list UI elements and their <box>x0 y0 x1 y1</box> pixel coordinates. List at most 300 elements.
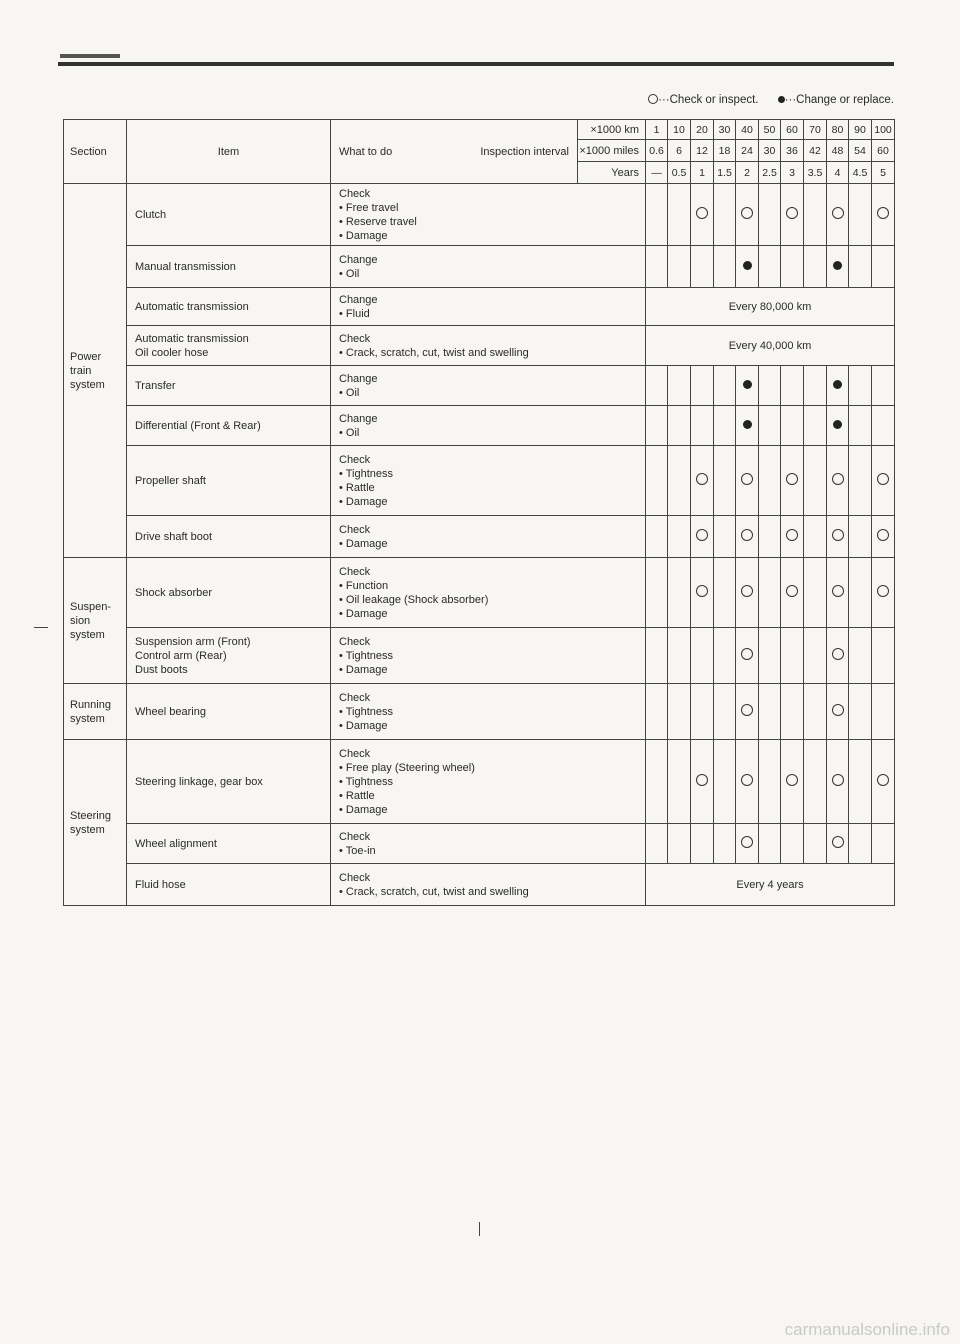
item-cell <box>127 740 331 824</box>
interval-cell <box>759 406 781 446</box>
interval-cell <box>781 824 804 864</box>
interval-km-cell: 40 <box>736 120 759 140</box>
interval-cell <box>781 516 804 558</box>
interval-cell <box>714 824 736 864</box>
interval-cell <box>736 684 759 740</box>
check-circle-icon <box>832 207 844 219</box>
interval-cell <box>668 628 691 684</box>
interval-cell <box>827 558 849 628</box>
interval-cell <box>646 366 668 406</box>
interval-span-note: Every 40,000 km <box>646 326 895 366</box>
interval-cell <box>646 740 668 824</box>
table-row <box>64 246 895 288</box>
what-to-do-line: • Crack, scratch, cut, twist and swelling <box>339 346 529 359</box>
replace-dot-icon <box>743 420 752 429</box>
interval-cell <box>781 184 804 246</box>
interval-cell <box>759 446 781 516</box>
top-rule <box>58 62 894 66</box>
interval-cell <box>804 824 827 864</box>
table-row <box>64 558 895 628</box>
what-to-do-line: Check <box>339 187 371 200</box>
interval-cell <box>714 446 736 516</box>
interval-miles-cell: 6 <box>668 140 691 162</box>
interval-cell <box>872 558 895 628</box>
what-to-do-line: Check <box>339 635 371 648</box>
item-label: Transfer <box>135 379 176 392</box>
interval-miles-cell: 24 <box>736 140 759 162</box>
interval-years-cell: 4.5 <box>849 162 872 184</box>
what-to-do-cell <box>331 740 646 824</box>
section-running <box>64 684 127 740</box>
interval-cell <box>736 628 759 684</box>
header-row-km <box>64 120 895 140</box>
check-circle-icon <box>832 529 844 541</box>
what-to-do-line: • Oil <box>339 267 360 280</box>
interval-km-cell: 90 <box>849 120 872 140</box>
interval-cell <box>781 366 804 406</box>
check-circle-icon <box>786 529 798 541</box>
what-to-do-line: • Fluid <box>339 307 370 320</box>
interval-cell <box>714 558 736 628</box>
interval-miles-cell: 48 <box>827 140 849 162</box>
section-label-line: system <box>70 628 105 641</box>
what-to-do-cell <box>331 366 646 406</box>
interval-years-cell: — <box>646 162 668 184</box>
table-row <box>64 288 895 326</box>
what-to-do-line: • Damage <box>339 495 388 508</box>
what-to-do-line: • Toe-in <box>339 844 376 857</box>
check-circle-icon <box>741 648 753 660</box>
item-cell <box>127 184 331 246</box>
item-cell <box>127 684 331 740</box>
interval-years-cell: 1.5 <box>714 162 736 184</box>
interval-cell <box>759 184 781 246</box>
what-to-do-cell <box>331 406 646 446</box>
interval-cell <box>781 246 804 288</box>
interval-cell <box>759 246 781 288</box>
what-to-do-cell <box>331 184 646 246</box>
section-label-line: sion <box>70 614 91 627</box>
interval-cell <box>736 516 759 558</box>
check-circle-icon <box>741 529 753 541</box>
check-circle-icon <box>786 774 798 786</box>
header-unit-km: ×1000 km <box>578 120 646 140</box>
what-to-do-line: • Tightness <box>339 649 393 662</box>
interval-cell <box>849 246 872 288</box>
item-label: Shock absorber <box>135 586 213 599</box>
interval-cell <box>691 516 714 558</box>
check-circle-icon <box>877 473 889 485</box>
interval-cell <box>781 406 804 446</box>
interval-cell <box>646 684 668 740</box>
what-to-do-line: Change <box>339 293 378 306</box>
what-to-do-line: • Rattle <box>339 789 375 802</box>
interval-years-cell: 4 <box>827 162 849 184</box>
check-circle-icon <box>832 648 844 660</box>
interval-cell <box>668 684 691 740</box>
interval-years-cell: 1 <box>691 162 714 184</box>
what-to-do-line: Check <box>339 830 371 843</box>
interval-miles-cell: 60 <box>872 140 895 162</box>
item-label: Oil cooler hose <box>135 346 209 359</box>
interval-cell <box>691 184 714 246</box>
interval-cell <box>668 824 691 864</box>
item-cell <box>127 558 331 628</box>
what-to-do-line: • Tightness <box>339 775 393 788</box>
section-label-line: system <box>70 712 105 725</box>
replace-dot-icon <box>743 380 752 389</box>
interval-cell <box>646 446 668 516</box>
interval-cell <box>804 184 827 246</box>
interval-cell <box>668 558 691 628</box>
item-cell <box>127 246 331 288</box>
section-label-line: system <box>70 823 105 836</box>
what-to-do-line: • Free play (Steering wheel) <box>339 761 475 774</box>
what-to-do-cell <box>331 288 646 326</box>
interval-cell <box>804 446 827 516</box>
section-steering <box>64 740 127 906</box>
what-to-do-line: • Damage <box>339 229 388 242</box>
interval-cell <box>646 516 668 558</box>
interval-cell <box>759 628 781 684</box>
interval-cell <box>827 184 849 246</box>
interval-span-note: Every 80,000 km <box>646 288 895 326</box>
header-section: Section <box>64 120 127 184</box>
interval-cell <box>781 446 804 516</box>
interval-cell <box>872 684 895 740</box>
replace-dot-icon <box>833 261 842 270</box>
what-to-do-cell <box>331 446 646 516</box>
interval-cell <box>691 740 714 824</box>
check-circle-icon <box>696 585 708 597</box>
interval-cell <box>759 366 781 406</box>
interval-cell <box>668 366 691 406</box>
check-circle-icon <box>741 585 753 597</box>
what-to-do-cell <box>331 864 646 906</box>
interval-cell <box>849 824 872 864</box>
table-row <box>64 824 895 864</box>
section-label-line: system <box>70 378 105 391</box>
interval-cell <box>849 406 872 446</box>
interval-cell <box>759 824 781 864</box>
table-row <box>64 864 895 906</box>
interval-cell <box>736 184 759 246</box>
what-to-do-line: Check <box>339 691 371 704</box>
interval-cell <box>872 366 895 406</box>
what-to-do-cell <box>331 628 646 684</box>
interval-cell <box>872 184 895 246</box>
item-cell <box>127 406 331 446</box>
table-row <box>64 366 895 406</box>
what-to-do-line: • Oil <box>339 426 360 439</box>
interval-cell <box>714 684 736 740</box>
what-to-do-line: Check <box>339 523 371 536</box>
interval-km-cell: 100 <box>872 120 895 140</box>
item-label: Clutch <box>135 208 167 221</box>
interval-cell <box>804 740 827 824</box>
item-label: Fluid hose <box>135 878 186 891</box>
section-label-line: Power <box>70 350 102 363</box>
item-cell <box>127 628 331 684</box>
interval-cell <box>872 246 895 288</box>
interval-years-cell: 5 <box>872 162 895 184</box>
interval-cell <box>827 628 849 684</box>
check-circle-icon <box>786 585 798 597</box>
interval-cell <box>827 366 849 406</box>
item-label: Control arm (Rear) <box>135 649 227 662</box>
interval-cell <box>668 246 691 288</box>
what-to-do-cell <box>331 516 646 558</box>
what-to-do-line: • Damage <box>339 537 388 550</box>
margin-mark <box>34 627 48 628</box>
interval-km-cell: 20 <box>691 120 714 140</box>
item-cell <box>127 446 331 516</box>
interval-cell <box>714 516 736 558</box>
what-to-do-line: • Reserve travel <box>339 215 417 228</box>
interval-cell <box>759 740 781 824</box>
interval-cell <box>759 558 781 628</box>
replace-dot-icon <box>743 261 752 270</box>
interval-cell <box>646 246 668 288</box>
what-to-do-cell <box>331 326 646 366</box>
interval-cell <box>849 684 872 740</box>
check-circle-icon <box>877 585 889 597</box>
what-to-do-line: Change <box>339 412 378 425</box>
interval-km-cell: 50 <box>759 120 781 140</box>
interval-cell <box>646 184 668 246</box>
interval-cell <box>827 516 849 558</box>
what-to-do-line: • Oil <box>339 386 360 399</box>
interval-cell <box>827 446 849 516</box>
interval-cell <box>849 366 872 406</box>
interval-cell <box>804 406 827 446</box>
interval-cell <box>691 366 714 406</box>
header-interval-label: Inspection interval <box>480 145 569 158</box>
what-to-do-line: Change <box>339 372 378 385</box>
maintenance-schedule-table <box>63 119 895 906</box>
interval-cell <box>668 446 691 516</box>
interval-cell <box>781 684 804 740</box>
interval-cell <box>872 406 895 446</box>
item-label: Propeller shaft <box>135 474 206 487</box>
interval-cell <box>781 558 804 628</box>
section-label-line: train <box>70 364 92 377</box>
interval-miles-cell: 0.6 <box>646 140 668 162</box>
interval-cell <box>691 684 714 740</box>
item-label: Dust boots <box>135 663 188 676</box>
item-cell <box>127 366 331 406</box>
interval-years-cell: 2.5 <box>759 162 781 184</box>
interval-cell <box>691 824 714 864</box>
interval-cell <box>804 366 827 406</box>
interval-cell <box>849 740 872 824</box>
interval-cell <box>781 740 804 824</box>
section-label-line: Running <box>70 698 111 711</box>
check-circle-icon <box>696 529 708 541</box>
item-cell <box>127 288 331 326</box>
what-to-do-line: Check <box>339 747 371 760</box>
interval-cell <box>691 406 714 446</box>
interval-miles-cell: 18 <box>714 140 736 162</box>
section-suspension <box>64 558 127 684</box>
interval-cell <box>736 824 759 864</box>
what-to-do-line: • Crack, scratch, cut, twist and swelling <box>339 885 529 898</box>
what-to-do-cell <box>331 684 646 740</box>
interval-cell <box>781 628 804 684</box>
interval-cell <box>736 740 759 824</box>
interval-cell <box>849 558 872 628</box>
interval-cell <box>736 246 759 288</box>
interval-years-cell: 2 <box>736 162 759 184</box>
what-to-do-cell <box>331 558 646 628</box>
item-label: Suspension arm (Front) <box>135 635 251 648</box>
check-circle-icon <box>741 207 753 219</box>
interval-cell <box>849 446 872 516</box>
item-cell <box>127 824 331 864</box>
table-row <box>64 684 895 740</box>
interval-cell <box>646 824 668 864</box>
interval-cell <box>646 406 668 446</box>
item-label: Wheel bearing <box>135 705 206 718</box>
interval-cell <box>691 246 714 288</box>
interval-miles-cell: 54 <box>849 140 872 162</box>
interval-cell <box>827 406 849 446</box>
what-to-do-line: • Tightness <box>339 705 393 718</box>
check-circle-icon <box>877 529 889 541</box>
check-circle-icon <box>696 774 708 786</box>
what-to-do-line: • Function <box>339 579 389 592</box>
check-circle-icon <box>832 704 844 716</box>
table-row <box>64 406 895 446</box>
interval-cell <box>668 184 691 246</box>
what-to-do-cell <box>331 246 646 288</box>
interval-cell <box>736 406 759 446</box>
what-to-do-line: Check <box>339 871 371 884</box>
interval-cell <box>736 446 759 516</box>
interval-cell <box>849 184 872 246</box>
interval-cell <box>691 628 714 684</box>
interval-cell <box>804 628 827 684</box>
interval-cell <box>827 246 849 288</box>
interval-cell <box>714 366 736 406</box>
item-label: Wheel alignment <box>135 837 217 850</box>
page-mark <box>479 1222 480 1236</box>
table-row <box>64 516 895 558</box>
header-item: Item <box>127 120 331 184</box>
check-circle-icon <box>877 207 889 219</box>
check-circle-icon <box>832 585 844 597</box>
header-what <box>331 120 578 184</box>
item-label: Automatic transmission <box>135 332 249 345</box>
what-to-do-line: Check <box>339 565 371 578</box>
interval-years-cell: 3.5 <box>804 162 827 184</box>
interval-cell <box>872 628 895 684</box>
check-circle-icon <box>786 207 798 219</box>
interval-cell <box>668 406 691 446</box>
item-label: Steering linkage, gear box <box>135 775 263 788</box>
item-label: Manual transmission <box>135 260 236 273</box>
interval-cell <box>872 824 895 864</box>
what-to-do-line: • Tightness <box>339 467 393 480</box>
interval-km-cell: 80 <box>827 120 849 140</box>
interval-cell <box>804 558 827 628</box>
interval-km-cell: 30 <box>714 120 736 140</box>
interval-km-cell: 1 <box>646 120 668 140</box>
legend <box>648 94 894 106</box>
interval-cell <box>804 516 827 558</box>
interval-km-cell: 60 <box>781 120 804 140</box>
filled-circle-icon <box>778 96 785 103</box>
table-row <box>64 184 895 246</box>
interval-cell <box>668 516 691 558</box>
what-to-do-line: • Damage <box>339 607 388 620</box>
interval-cell <box>646 628 668 684</box>
interval-cell <box>714 246 736 288</box>
replace-dot-icon <box>833 420 842 429</box>
what-to-do-line: • Damage <box>339 663 388 676</box>
interval-years-cell: 3 <box>781 162 804 184</box>
interval-cell <box>849 628 872 684</box>
what-to-do-line: • Damage <box>339 719 388 732</box>
header-unit-years: Years <box>578 162 646 184</box>
interval-miles-cell: 42 <box>804 140 827 162</box>
interval-cell <box>872 740 895 824</box>
check-circle-icon <box>696 473 708 485</box>
interval-cell <box>714 406 736 446</box>
table-row <box>64 740 895 824</box>
interval-cell <box>714 628 736 684</box>
circle-icon <box>648 94 658 104</box>
check-circle-icon <box>832 836 844 848</box>
item-cell <box>127 326 331 366</box>
interval-cell <box>872 446 895 516</box>
check-circle-icon <box>832 473 844 485</box>
interval-cell <box>736 558 759 628</box>
section-power <box>64 184 127 558</box>
interval-cell <box>646 558 668 628</box>
check-circle-icon <box>741 704 753 716</box>
section-label-line: Steering <box>70 809 111 822</box>
what-to-do-line: Change <box>339 253 378 266</box>
interval-cell <box>827 824 849 864</box>
replace-dot-icon <box>833 380 842 389</box>
interval-cell <box>827 740 849 824</box>
check-circle-icon <box>696 207 708 219</box>
check-circle-icon <box>786 473 798 485</box>
item-label: Drive shaft boot <box>135 530 213 543</box>
what-to-do-line: Check <box>339 453 371 466</box>
interval-cell <box>759 516 781 558</box>
interval-cell <box>736 366 759 406</box>
table-row <box>64 628 895 684</box>
what-to-do-cell <box>331 824 646 864</box>
watermark: carmanualsonline.info <box>784 1320 950 1339</box>
interval-years-cell: 0.5 <box>668 162 691 184</box>
legend-check: ···Check or inspect. <box>658 94 759 106</box>
interval-cell <box>849 516 872 558</box>
what-to-do-line: • Rattle <box>339 481 375 494</box>
header-what-label: What to do <box>339 145 393 158</box>
interval-cell <box>691 558 714 628</box>
check-circle-icon <box>741 836 753 848</box>
item-label: Automatic transmission <box>135 300 249 313</box>
what-to-do-line: • Oil leakage (Shock absorber) <box>339 593 489 606</box>
interval-km-cell: 70 <box>804 120 827 140</box>
check-circle-icon <box>877 774 889 786</box>
section-label-line: Suspen- <box>70 600 111 613</box>
interval-cell <box>759 684 781 740</box>
interval-cell <box>668 740 691 824</box>
